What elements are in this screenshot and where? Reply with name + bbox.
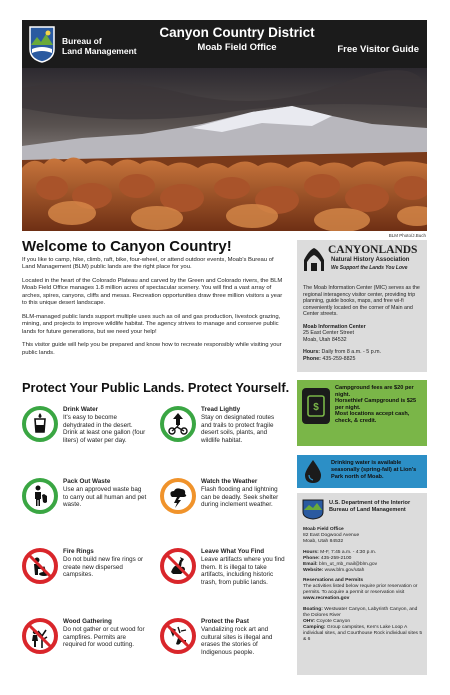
no-collect-icon [160, 548, 196, 584]
doi-address-1: 82 East Dogwood Avenue [303, 533, 360, 538]
tip-desc: Stay on designated routes and trails to protect fragile desert soils, plants, and wildlife habitat. [201, 414, 275, 444]
nha-hours-value: Daily from 8 a.m. - 5 p.m. [320, 349, 382, 355]
welcome-body [22, 257, 287, 363]
drinking-water-box [297, 455, 427, 488]
tip-fire-rings [22, 548, 157, 618]
doi-ohv: Coyote Canyon [314, 618, 351, 624]
fee-line-2: Horsethief Campground is $25 per night. [335, 398, 417, 411]
fee-line-3: Most locations accept cash, check, & credit. [335, 411, 410, 424]
recreation-gov-link: www.recreation.gov [303, 596, 350, 601]
blm-logo-icon [28, 25, 56, 63]
doi-title-2: Bureau of Land Management [329, 507, 406, 513]
nha-name-2: Natural History Association [331, 257, 410, 263]
fee-envelope-icon [302, 388, 330, 424]
doi-res-title: Reservations and Permits [303, 578, 364, 583]
nha-logo [303, 244, 421, 274]
blm-office-box [297, 493, 427, 675]
tip-title: Pack Out Waste [63, 478, 111, 485]
water-text: Drinking water is available seasonally (spring-fall) at Lion's Park north of Moab. [331, 460, 417, 480]
tip-leave-what-you-find [160, 548, 295, 618]
tip-desc: Leave artifacts where you find them. It is illegal to take artifacts, including historic trash, from public lands. [201, 556, 285, 586]
tip-desc: Do not gather or cut wood for campfires. Permits are required for wood cutting. [63, 626, 145, 649]
no-vandalism-icon [160, 618, 196, 654]
nha-phone-value: 435-259-8825 [320, 355, 356, 362]
nha-center-name: Moab Information Center [303, 323, 366, 330]
nha-body [303, 285, 423, 362]
tip-title: Watch the Weather [201, 478, 258, 485]
nha-phone-label: Phone: [303, 355, 321, 362]
photo-credit: BLM Photo/J.Buch [388, 233, 426, 238]
doi-seal-icon [301, 498, 325, 520]
tip-title: Leave What You Find [201, 548, 265, 555]
water-drop-icon [304, 459, 322, 484]
doi-boating-label: Boating: [303, 606, 323, 612]
welcome-paragraph: This visitor guide will help you be prepared and know how to recreate responsibly while visiting your public lands. [22, 342, 282, 356]
nha-phone [303, 356, 423, 363]
nha-name: CANYONLANDS [328, 244, 418, 256]
tip-pack-out-waste [22, 478, 157, 548]
tip-watch-weather [160, 478, 295, 548]
tip-desc: Use an approved waste bag to carry out all human and pet waste. [63, 486, 147, 509]
doi-phone-label: Phone: [303, 555, 320, 561]
campground-fees-box [297, 380, 427, 446]
agency-line-2: Land Management [62, 46, 137, 56]
tip-title: Drink Water [63, 406, 99, 413]
welcome-title: Welcome to Canyon Country! [22, 238, 232, 255]
tip-drink-water [22, 406, 157, 476]
tip-protect-the-past [160, 618, 295, 688]
protect-title: Protect Your Public Lands. Protect Yourself. [22, 380, 290, 395]
tread-lightly-icon [160, 406, 196, 442]
tip-desc: It's easy to become dehydrated in the desert. Drink at least one gallon (four liters) of water per day. [63, 414, 146, 444]
tip-tread-lightly [160, 406, 295, 476]
storm-icon [160, 478, 196, 514]
tip-title: Wood Gathering [63, 618, 112, 625]
nha-address-1: 25 East Center Street [303, 330, 354, 336]
doi-body [303, 527, 423, 647]
nha-address-2: Moab, Utah 84532 [303, 336, 347, 343]
doi-address-2: Moab, Utah 84532 [303, 539, 344, 544]
doi-hours-label: Hours: [303, 549, 319, 555]
nha-hours-label: Hours: [303, 349, 321, 355]
nha-tagline: We Support the Lands You Love [331, 265, 408, 271]
doi-camping: Group campsites, Ken's Lake Loop A individual sites, and Courthouse Rock individual sites 5 & 6 [303, 624, 423, 642]
welcome-paragraph: If you like to camp, hike, climb, raft, bike, four-wheel, or attend outdoor events, Moab's Bureau of Land Management (BLM) public lands are the right place for you. [22, 257, 274, 271]
water-glass-icon [22, 406, 58, 442]
agency-name [62, 36, 137, 56]
doi-ohv-label: OHV: [303, 618, 315, 624]
doi-office: Moab Field Office [303, 527, 344, 532]
agency-line-1: Bureau of [62, 36, 102, 46]
field-office-subtitle: Moab Field Office [197, 42, 277, 53]
doi-email: blm_ut_mb_mail@blm.gov [317, 561, 378, 567]
hero-landscape-photo [22, 68, 427, 231]
nha-info-box [297, 240, 427, 372]
svg-text:$: $ [313, 402, 319, 413]
tip-desc: Vandalizing rock art and cultural sites is illegal and erases the stories of Indigenous people. [201, 626, 273, 656]
district-title: Canyon Country District [159, 25, 315, 40]
header-banner [22, 20, 427, 68]
tip-desc: Flash flooding and lightning can be deadly. Seek shelter during inclement weather. [201, 486, 279, 509]
tip-title: Tread Lightly [201, 406, 241, 413]
nha-emblem-icon [303, 246, 325, 272]
tip-title: Protect the Past [201, 618, 249, 625]
doi-camping-label: Camping: [303, 624, 326, 630]
tip-title: Fire Rings [63, 548, 94, 555]
doi-phone: 435-259-2100 [319, 555, 352, 561]
tip-wood-gathering [22, 618, 157, 688]
doi-boating: Westwater Canyon, Labyrinth Canyon, and the Dolores River [303, 606, 418, 618]
pack-out-icon [22, 478, 58, 514]
visitor-guide-label: Free Visitor Guide [337, 44, 419, 55]
doi-website-label: Website: [303, 567, 324, 573]
no-fire-icon [22, 548, 58, 584]
welcome-paragraph: BLM-managed public lands support multiple uses such as oil and gas production, livestock grazing, mining, and projects to improve wildlife habitat. The agency strives to manage and conserve public lands for future generations, but we need your help! [22, 313, 281, 335]
no-wood-icon [22, 618, 58, 654]
fee-text [335, 385, 423, 425]
doi-website: www.blm.gov/utah [323, 567, 365, 573]
tip-desc: Do not build new fire rings or create new dispersed campsites. [63, 556, 144, 579]
doi-hours: M-F, 7:45 a.m. - 4:30 p.m. [318, 549, 377, 555]
welcome-paragraph: Located in the heart of the Colorado Plateau and carved by the Green and Colorado rivers, the BLM Moab Field Office manages 1.8 million acres of spectacular scenery. You will find a vast array of arches, spires, canyons, cliffs and mesas. Recreation opportunities draw three million visitors a year to this unique desert landscape. [22, 278, 283, 307]
doi-email-label: Email: [303, 561, 318, 567]
doi-res-text: The activities listed below require prior reservation or permits. To acquire a permit or reservation visit [303, 584, 418, 595]
nha-intro: The Moab Information Center (MIC) serves as the regional interagency visitor center, providing trip planning, guide books, maps, and free wi-fi conveniently located on the corner of Main and Center streets. [303, 285, 420, 317]
doi-title [329, 500, 424, 514]
fee-line-1: Campground fees are $20 per night. [335, 385, 414, 398]
doi-title-1: U.S. Department of the Interior [329, 500, 411, 506]
